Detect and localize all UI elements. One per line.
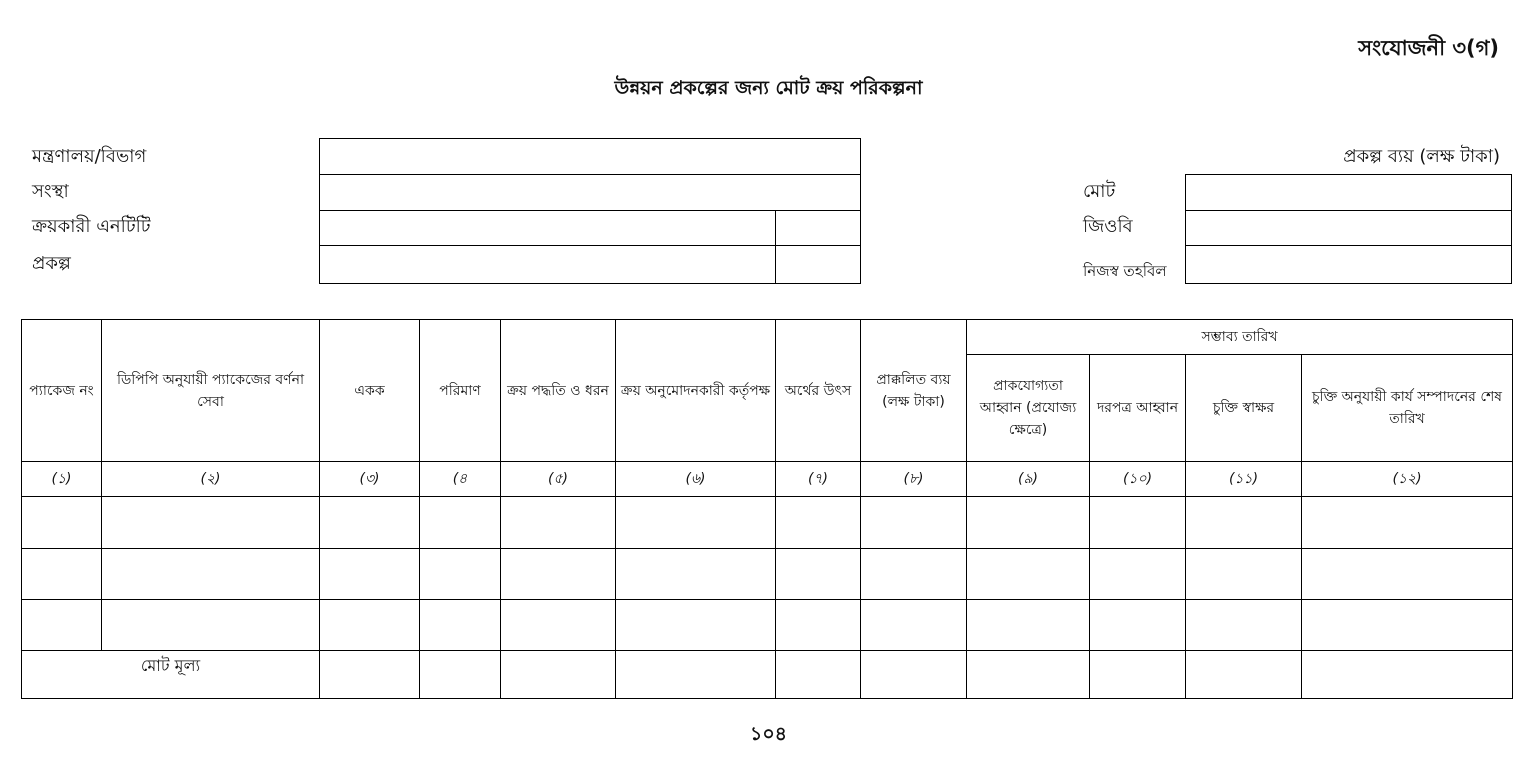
col-number: (৫) <box>501 462 616 497</box>
col-number: (১০) <box>1090 462 1186 497</box>
table-cell[interactable] <box>776 651 861 699</box>
table-cell[interactable] <box>501 497 616 549</box>
table-cell[interactable] <box>501 549 616 600</box>
table-cell[interactable] <box>320 600 420 651</box>
table-cell[interactable] <box>967 600 1090 651</box>
col-number: (১) <box>22 462 102 497</box>
table-cell[interactable] <box>320 549 420 600</box>
col-number: (৮) <box>861 462 967 497</box>
col-number: (২) <box>102 462 320 497</box>
table-cell[interactable] <box>776 600 861 651</box>
table-cell[interactable] <box>1186 600 1302 651</box>
col-header-completion-date: চুক্তি অনুযায়ী কার্য সম্পাদনের শেষ তারিখ <box>1302 355 1513 462</box>
col-number: (৬) <box>616 462 776 497</box>
table-cell[interactable] <box>616 651 776 699</box>
procurement-plan-table <box>21 319 1513 699</box>
col-header-fund-source: অর্থের উৎস <box>776 320 861 462</box>
table-row <box>22 497 1513 549</box>
gob-label: জিওবি <box>1083 216 1133 237</box>
total-cost-field[interactable] <box>1185 174 1512 211</box>
table-cell[interactable] <box>1302 651 1513 699</box>
table-cell[interactable] <box>1186 497 1302 549</box>
total-row <box>22 651 1513 699</box>
table-row <box>22 600 1513 651</box>
table-cell[interactable] <box>967 549 1090 600</box>
table-cell[interactable] <box>616 497 776 549</box>
annex-label: সংযোজনী ৩(গ) <box>1358 36 1499 60</box>
col-header-package-no: প্যাকেজ নং <box>22 320 102 462</box>
project-label: প্রকল্প <box>32 253 71 274</box>
table-cell[interactable] <box>1186 651 1302 699</box>
table-cell[interactable] <box>22 549 102 600</box>
col-header-method: ক্রয় পদ্ধতি ও ধরন <box>501 320 616 462</box>
ministry-label: মন্ত্রণালয়/বিভাগ <box>32 146 147 167</box>
table-cell[interactable] <box>1186 549 1302 600</box>
table-cell[interactable] <box>616 549 776 600</box>
own-fund-label: নিজস্ব তহবিল <box>1083 262 1167 280</box>
col-header-tender-invitation: দরপত্র আহ্বান <box>1090 355 1186 462</box>
table-cell[interactable] <box>776 549 861 600</box>
col-group-probable-dates: সম্ভাব্য তারিখ <box>967 320 1513 355</box>
table-cell[interactable] <box>420 549 501 600</box>
project-cost-heading: প্রকল্প ব্যয় (লক্ষ টাকা) <box>1343 146 1500 167</box>
table-cell[interactable] <box>501 600 616 651</box>
table-cell[interactable] <box>22 600 102 651</box>
table-cell[interactable] <box>1090 600 1186 651</box>
col-header-description: ডিপিপি অনুযায়ী প্যাকেজের বর্ণনা সেবা <box>102 320 320 462</box>
table-cell[interactable] <box>102 600 320 651</box>
table-cell[interactable] <box>1090 549 1186 600</box>
agency-field[interactable] <box>319 174 861 211</box>
col-header-estimated-cost: প্রাক্কলিত ব্যয় (লক্ষ টাকা) <box>861 320 967 462</box>
total-cost-label: মোট <box>1083 181 1116 202</box>
table-cell[interactable] <box>1302 600 1513 651</box>
table-cell[interactable] <box>967 651 1090 699</box>
project-code-field[interactable] <box>775 245 861 284</box>
procuring-entity-label: ক্রয়কারী এনটিটি <box>32 216 151 237</box>
table-cell[interactable] <box>861 549 967 600</box>
total-value-label: মোট মূল্য <box>22 651 320 699</box>
own-fund-field[interactable] <box>1185 245 1512 284</box>
table-cell[interactable] <box>861 497 967 549</box>
procuring-entity-code-field[interactable] <box>775 210 861 246</box>
table-cell[interactable] <box>967 497 1090 549</box>
table-cell[interactable] <box>102 549 320 600</box>
col-number: (৯) <box>967 462 1090 497</box>
table-cell[interactable] <box>320 497 420 549</box>
col-number: (১২) <box>1302 462 1513 497</box>
table-cell[interactable] <box>861 600 967 651</box>
procuring-entity-field[interactable] <box>319 210 776 246</box>
table-cell[interactable] <box>22 497 102 549</box>
col-header-quantity: পরিমাণ <box>420 320 501 462</box>
col-number: (৩) <box>320 462 420 497</box>
table-cell[interactable] <box>501 651 616 699</box>
table-cell[interactable] <box>776 497 861 549</box>
ministry-field[interactable] <box>319 138 861 175</box>
table-cell[interactable] <box>420 497 501 549</box>
table-cell[interactable] <box>1302 549 1513 600</box>
page-title: উন্নয়ন প্রকল্পের জন্য মোট ক্রয় পরিকল্পনা <box>614 77 923 99</box>
col-number: (৭) <box>776 462 861 497</box>
col-number: (১১) <box>1186 462 1302 497</box>
table-cell[interactable] <box>420 651 501 699</box>
page-number: ১০৪ <box>749 723 787 745</box>
table-cell[interactable] <box>1090 651 1186 699</box>
col-header-contract-signing: চুক্তি স্বাক্ষর <box>1186 355 1302 462</box>
table-cell[interactable] <box>420 600 501 651</box>
table-cell[interactable] <box>320 651 420 699</box>
col-header-approving-authority: ক্রয় অনুমোদনকারী কর্তৃপক্ষ <box>616 320 776 462</box>
table-cell[interactable] <box>1090 497 1186 549</box>
col-header-unit: একক <box>320 320 420 462</box>
table-cell[interactable] <box>102 497 320 549</box>
table-cell[interactable] <box>861 651 967 699</box>
agency-label: সংস্থা <box>32 181 69 202</box>
col-header-prequalification: প্রাকযোগ্যতা আহ্বান (প্রযোজ্য ক্ষেত্রে) <box>967 355 1090 462</box>
table-cell[interactable] <box>1302 497 1513 549</box>
project-field[interactable] <box>319 245 776 284</box>
col-number: (৪ <box>420 462 501 497</box>
table-cell[interactable] <box>616 600 776 651</box>
table-row <box>22 549 1513 600</box>
gob-field[interactable] <box>1185 210 1512 246</box>
